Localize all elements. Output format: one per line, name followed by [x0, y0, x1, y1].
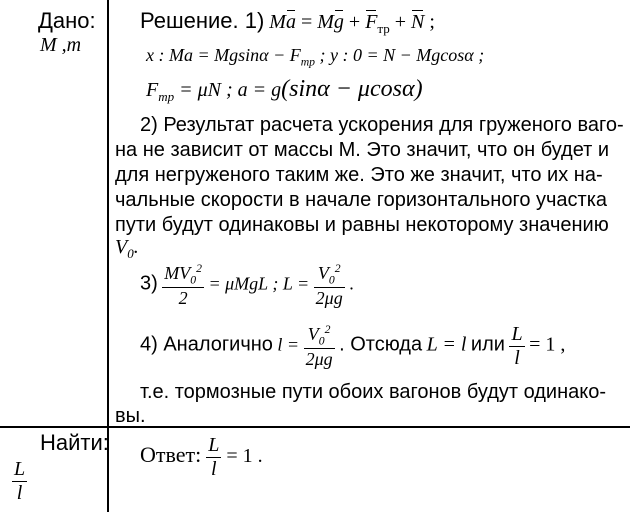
- step2-v0: $V_0$.: [115, 236, 139, 261]
- step2-line-5: пути будут одинаковы и равны некоторому значению: [115, 214, 609, 236]
- step2-line-4: чальные скорости в начале горизонтального участка: [115, 189, 608, 211]
- step3-equation: 3) $\frac{MV_0^2}{2}$ = μMgL ; L = $\frac{V_0^2}{2\mu g}$ .: [140, 262, 354, 309]
- conclusion-line-2: вы.: [115, 405, 146, 427]
- horizontal-divider: [0, 426, 630, 428]
- find-label: Найти:: [40, 430, 109, 455]
- step2-line-3: для негруженого таким же. Это же значит, что их на-: [115, 164, 603, 186]
- conclusion-line-1: т.е. тормозные пути обоих вагонов будут одинако-: [140, 381, 607, 403]
- find-fraction: $\frac{L}{l}$: [14, 458, 26, 504]
- step2-line-2: на не зависит от массы M. Это значит, что он будет и: [115, 139, 610, 161]
- given-variables: M ,m: [40, 34, 82, 56]
- given-label: Дано:: [38, 8, 96, 33]
- solution-equation-1: Решение. 1) $Ma = Mg + F_{тр} + N$ ;: [140, 8, 435, 36]
- solution-equation-2: x : $Ma = Mgsin\alpha - F_{тр}$ ; y : 0 = N − Mgcosα ;: [146, 45, 485, 69]
- step2-line-1: 2) Результат расчета ускорения для груженого ваго-: [140, 114, 624, 136]
- step4-equation: 4) Аналогично l = $\frac{V_0^2}{2\mu g}$ . Отсюда L = l или $\frac{L}{l}$ = 1 ,: [140, 323, 566, 370]
- solution-equation-3: $F_{тр} = \mu N$ ; a = g(sinα − μcosα): [146, 76, 423, 104]
- answer: Ответ: $\frac{L}{l}$ = 1 .: [140, 434, 263, 480]
